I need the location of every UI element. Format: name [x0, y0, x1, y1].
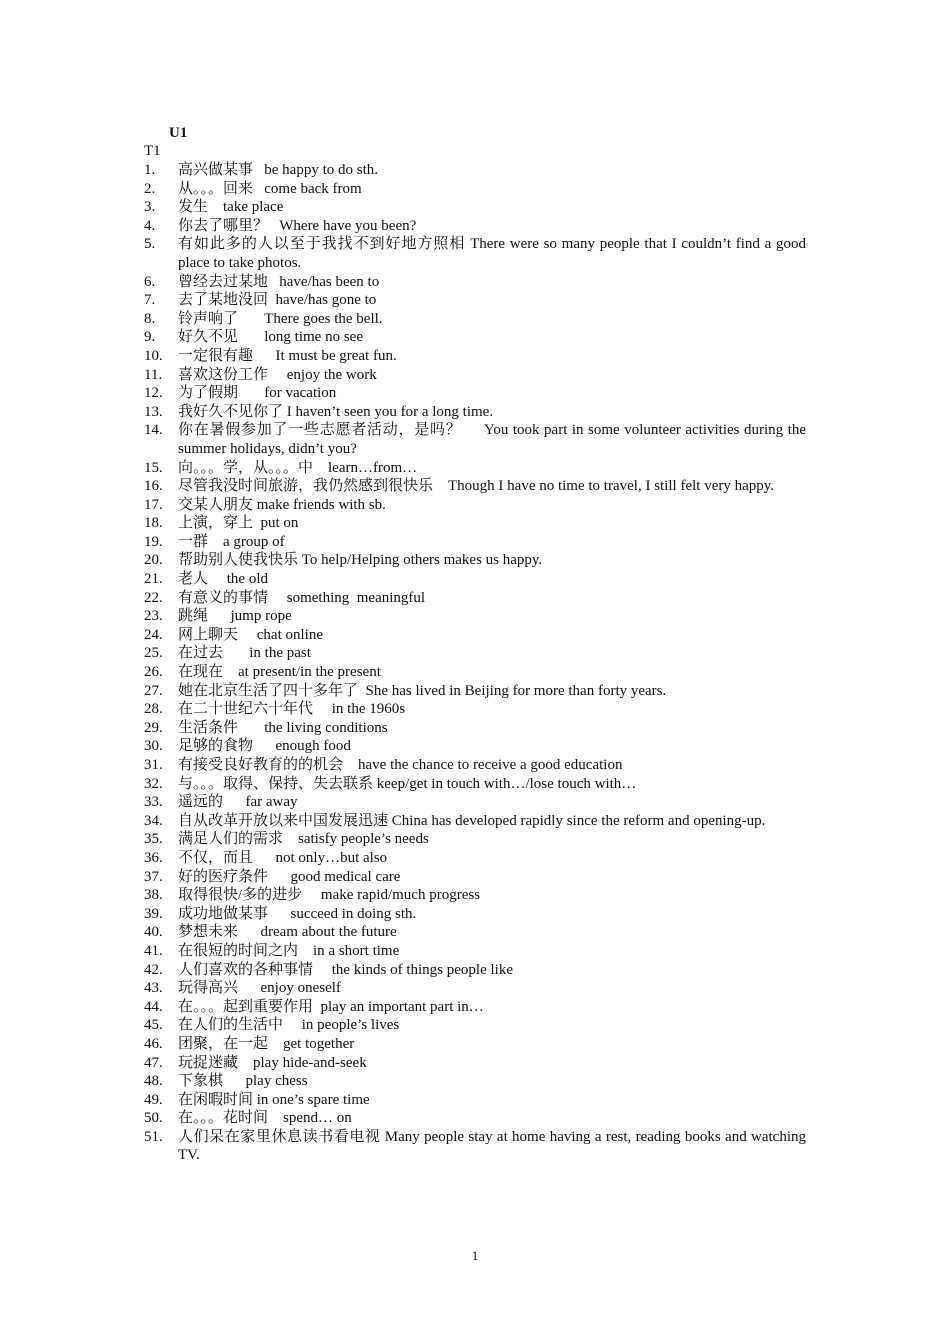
- list-item: [144, 663, 806, 682]
- list-item: [144, 328, 806, 347]
- item-number: 31.: [144, 757, 163, 773]
- list-item: [144, 1109, 806, 1128]
- list-item: [144, 180, 806, 199]
- list-item: [144, 347, 806, 366]
- list-item: [144, 217, 806, 236]
- list-item: [144, 868, 806, 887]
- list-item: [144, 384, 806, 403]
- item-text: 足够的食物 enough food: [178, 738, 351, 755]
- item-number: 39.: [144, 905, 163, 922]
- item-number: 36.: [144, 849, 163, 866]
- item-number: 38.: [144, 887, 163, 904]
- list-item: [144, 942, 806, 961]
- list-item: [144, 403, 806, 422]
- item-number: 15.: [144, 459, 163, 476]
- list-item: [144, 961, 806, 980]
- item-number: 34.: [144, 812, 163, 829]
- page-number: 1: [471, 1248, 479, 1263]
- item-text: 跳绳 jump rope: [178, 608, 292, 625]
- item-text: 与。。。取得、保持、失去联系 keep/get in touch with…/lose touch with…: [178, 775, 637, 792]
- item-number: 27.: [144, 682, 163, 699]
- item-text: 成功地做某事 succeed in doing sth.: [178, 905, 417, 922]
- item-number: 24.: [144, 626, 163, 643]
- item-text: 在闲暇时间 in one’s spare time: [178, 1091, 370, 1108]
- item-text: 团聚，在一起 get together: [178, 1035, 355, 1052]
- item-text: 人们喜欢的各种事情 the kinds of things people like: [178, 961, 513, 978]
- list-item: [144, 923, 806, 942]
- item-text: 网上聊天 chat online: [178, 626, 323, 643]
- item-text: 高兴做某事 be happy to do sth.: [178, 162, 378, 178]
- item-text: 去了某地没回 have/has gone to: [178, 292, 377, 309]
- list-item: [144, 1128, 810, 1165]
- item-text: 我好久不见你了 I haven’t seen you for a long time.: [178, 403, 494, 420]
- item-number: 29.: [144, 719, 163, 736]
- item-number: 6.: [144, 273, 156, 290]
- item-text: 玩得高兴 enjoy oneself: [178, 980, 341, 997]
- item-number: 14.: [144, 422, 163, 439]
- item-text: 交某人朋友 make friends with sb.: [178, 496, 386, 513]
- list-item: [144, 533, 806, 552]
- item-text: 铃声响了 There goes the bell.: [178, 310, 383, 327]
- item-number: 51.: [144, 1128, 163, 1145]
- item-text: 人们呆在家里休息读书看电视 Many people stay at home having a rest, reading books and watching TV.: [178, 1128, 810, 1164]
- list-item: [144, 644, 806, 663]
- item-number: 50.: [144, 1110, 163, 1127]
- item-text: 有如此多的人以至于我找不到好地方照相 There were so many people that I couldn’t find a good place to take photos.: [178, 236, 810, 271]
- item-number: 45.: [144, 1017, 163, 1034]
- item-text: 为了假期 for vacation: [178, 385, 337, 402]
- list-item: [144, 812, 806, 831]
- list-item: [144, 756, 806, 775]
- list-item: [144, 421, 810, 458]
- item-text: 在人们的生活中 in people’s lives: [178, 1017, 400, 1034]
- list-item: [144, 1072, 806, 1091]
- item-text: 你在暑假参加了一些志愿者活动，是吗？ You took part in some volunteer activities during the summer holidays, didn’t you?: [178, 422, 810, 457]
- item-text: 自从改革开放以来中国发展迅速 China has developed rapidly since the reform and opening-up.: [178, 812, 766, 829]
- item-number: 3.: [144, 199, 156, 216]
- item-number: 43.: [144, 980, 163, 997]
- list-item: [144, 886, 806, 905]
- item-number: 49.: [144, 1091, 163, 1108]
- item-text: 在过去 in the past: [178, 645, 311, 662]
- item-text: 她在北京生活了四十多年了 She has lived in Beijing for more than forty years.: [178, 682, 667, 699]
- item-number: 5.: [144, 236, 156, 253]
- item-number: 23.: [144, 608, 163, 625]
- list-item: [144, 1016, 806, 1035]
- item-text: 好久不见 long time no see: [178, 329, 363, 346]
- item-number: 40.: [144, 924, 163, 941]
- list-item: [144, 459, 806, 478]
- item-number: 11.: [144, 366, 163, 383]
- list-item: [144, 626, 806, 645]
- item-text: 喜欢这份工作 enjoy the work: [178, 366, 377, 383]
- list-item: [144, 775, 806, 794]
- list-item: [144, 496, 806, 515]
- item-text: 从。。。回来 come back from: [178, 180, 362, 197]
- item-text: 上演，穿上 put on: [178, 515, 299, 532]
- list-item: [144, 589, 806, 608]
- item-text: 在。。。起到重要作用 play an important part in…: [178, 998, 484, 1015]
- item-text: 满足人们的需求 satisfy people’s needs: [178, 831, 429, 848]
- item-number: 16.: [144, 478, 163, 495]
- item-text: 你去了哪里？ Where have you been?: [178, 217, 417, 234]
- item-number: 28.: [144, 701, 163, 718]
- item-text: 在二十世纪六十年代 in the 1960s: [178, 701, 406, 718]
- item-number: 35.: [144, 831, 163, 848]
- item-number: 4.: [144, 217, 156, 234]
- list-item: [144, 310, 806, 329]
- list-item: [144, 551, 806, 570]
- list-item: [144, 682, 806, 701]
- item-text: 下象棋 play chess: [178, 1073, 308, 1090]
- item-text: 在很短的时间之内 in a short time: [178, 942, 400, 959]
- item-number: 47.: [144, 1054, 163, 1071]
- item-text: 梦想未来 dream about the future: [178, 924, 397, 941]
- vocabulary-list: [144, 161, 810, 1165]
- item-text: 好的医疗条件 good medical care: [178, 868, 401, 885]
- item-number: 10.: [144, 347, 163, 364]
- list-item: [144, 793, 806, 812]
- list-item: [144, 737, 806, 756]
- item-number: 25.: [144, 645, 163, 662]
- list-item: [144, 830, 806, 849]
- list-item: [144, 514, 806, 533]
- item-text: 帮助别人使我快乐 To help/Helping others makes us happy.: [178, 552, 543, 569]
- item-number: 26.: [144, 664, 163, 681]
- item-text: 一群 a group of: [178, 533, 285, 550]
- unit-title: U1: [169, 125, 188, 141]
- item-number: 13.: [144, 403, 163, 420]
- item-number: 8.: [144, 310, 156, 327]
- item-number: 20.: [144, 552, 163, 569]
- item-number: 30.: [144, 738, 163, 755]
- item-text: 有接受良好教育的的机会 have the chance to receive a good education: [178, 757, 623, 773]
- list-item: [144, 366, 806, 385]
- item-text: 玩捉迷藏 play hide-and-seek: [178, 1054, 367, 1071]
- item-text: 取得很快/多的进步 make rapid/much progress: [178, 887, 481, 904]
- item-number: 42.: [144, 961, 163, 978]
- item-number: 41.: [144, 942, 163, 959]
- item-number: 48.: [144, 1073, 163, 1090]
- item-text: 在。。。花时间 spend… on: [178, 1110, 352, 1127]
- item-number: 37.: [144, 868, 163, 885]
- list-item: [144, 198, 806, 217]
- item-text: 老人 the old: [178, 571, 268, 588]
- list-item: [144, 607, 806, 626]
- list-item: [144, 998, 806, 1017]
- list-item: [144, 477, 806, 496]
- list-item: [144, 1035, 806, 1054]
- item-text: 生活条件 the living conditions: [178, 719, 388, 736]
- item-number: 17.: [144, 496, 163, 513]
- item-text: 不仅，而且 not only…but also: [178, 849, 388, 866]
- item-number: 33.: [144, 794, 163, 811]
- item-text: 有意义的事情 something meaningful: [178, 589, 426, 606]
- item-text: 在现在 at present/in the present: [178, 664, 381, 681]
- item-number: 12.: [144, 385, 163, 402]
- item-number: 32.: [144, 775, 163, 792]
- item-number: 46.: [144, 1035, 163, 1052]
- list-item: [144, 979, 806, 998]
- list-item: [144, 161, 806, 180]
- item-text: 向。。。学，从。。。中 learn…from…: [178, 459, 418, 476]
- item-number: 9.: [144, 329, 156, 346]
- list-item: [144, 291, 806, 310]
- item-number: 7.: [144, 292, 156, 309]
- item-text: 遥远的 far away: [178, 794, 298, 811]
- item-number: 22.: [144, 589, 163, 606]
- list-item: [144, 1091, 806, 1110]
- list-item: [144, 273, 806, 292]
- list-item: [144, 235, 810, 272]
- item-text: 发生 take place: [178, 199, 284, 216]
- item-number: 44.: [144, 998, 163, 1015]
- list-item: [144, 849, 806, 868]
- item-number: 19.: [144, 533, 163, 550]
- item-number: 21.: [144, 571, 163, 588]
- list-item: [144, 1054, 806, 1073]
- list-item: [144, 700, 806, 719]
- list-item: [144, 905, 806, 924]
- section-label: T1: [144, 143, 161, 159]
- item-text: 曾经去过某地 have/has been to: [178, 273, 380, 290]
- list-item: [144, 719, 806, 738]
- item-number: 18.: [144, 515, 163, 532]
- item-text: 一定很有趣 It must be great fun.: [178, 347, 397, 364]
- list-item: [144, 570, 806, 589]
- item-number: 1.: [144, 162, 156, 178]
- item-number: 2.: [144, 180, 156, 197]
- item-text: 尽管我没时间旅游，我仍然感到很快乐 Though I have no time to travel, I still felt very happy.: [178, 478, 775, 495]
